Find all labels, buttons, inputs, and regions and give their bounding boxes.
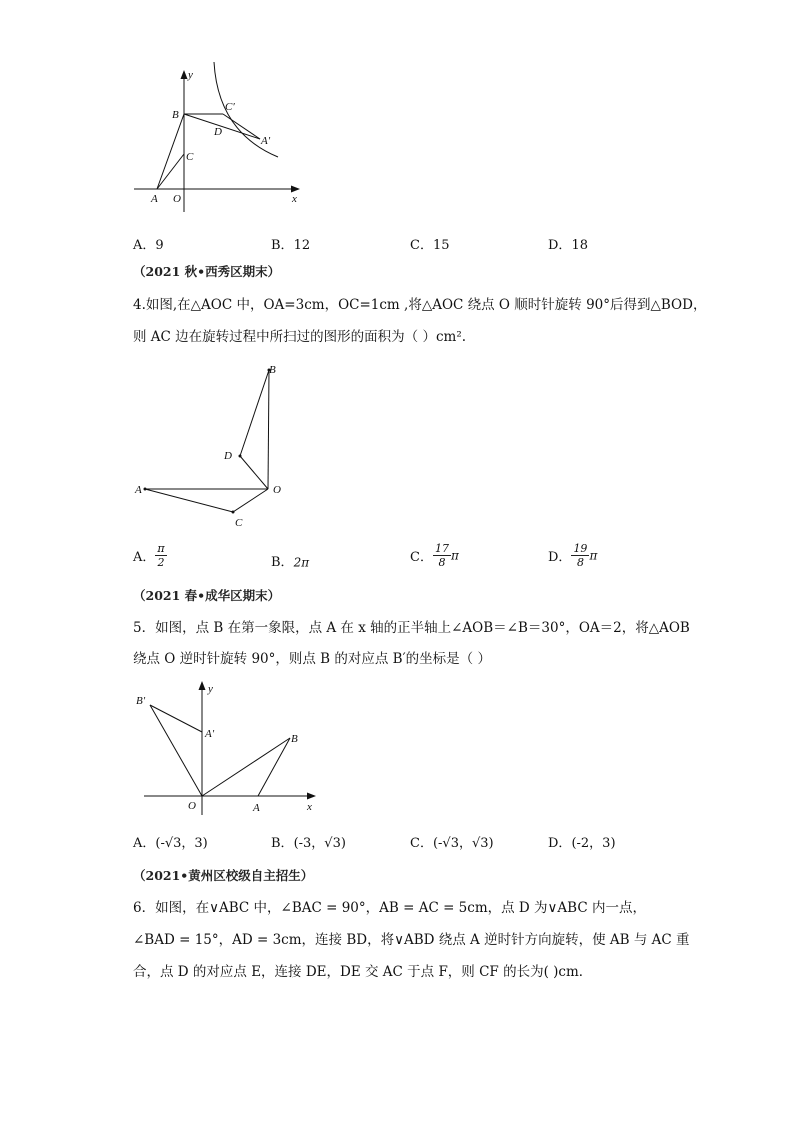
q3-label-x: x <box>292 193 297 205</box>
q3-seg-C'A' <box>223 114 260 139</box>
q5-x-arrow <box>307 793 316 800</box>
q3-option-b-value: 12 <box>293 238 311 253</box>
q4-label-C: C <box>235 517 243 529</box>
q5-option-b-value: (-3，√3) <box>293 836 346 851</box>
q3-label-A-prime: A′ <box>261 135 271 147</box>
q5-option-c-letter: C． <box>410 836 433 851</box>
q3-seg-AC <box>157 154 184 189</box>
q3-option-c <box>410 234 450 253</box>
q3-option-a <box>133 234 164 253</box>
q4-option-c-letter: C． <box>410 550 433 565</box>
q4-line1: 4.如图,在△AOC 中，OA=3cm，OC=1cm ,将△AOC 绕点 O 顺时针旋转 90°后得到△BOD， <box>133 297 707 313</box>
q5-label-A: A <box>253 802 260 814</box>
q3-seg-BA' <box>184 114 260 139</box>
q4-label-O: O <box>273 484 281 496</box>
q4-source: （2021 秋•西秀区期末） <box>133 264 281 279</box>
q4-label-B: B <box>269 364 276 376</box>
q3-option-d <box>548 234 588 253</box>
q4-option-b <box>271 551 309 570</box>
q4-label-D: D <box>224 450 232 462</box>
q5-label-A-prime: A′ <box>205 728 215 740</box>
q4-seg-BD <box>240 370 269 456</box>
q4-option-c: C． $\frac{17}{8}$ π <box>410 542 459 569</box>
q4-label-A: A <box>135 484 142 496</box>
q5-seg-OB <box>202 738 290 796</box>
q5-label-B: B <box>291 733 298 745</box>
q4-seg-DO <box>240 456 268 489</box>
q3-option-a-value: 9 <box>155 238 164 253</box>
q5-option-c-value: (-√3，√3) <box>432 836 494 851</box>
q5-line1: 5．如图，点 B 在第一象限，点 A 在 x 轴的正半轴上∠AOB＝∠B＝30°，OA＝2，将△AOB <box>133 620 690 636</box>
q3-label-y: y <box>188 69 193 81</box>
q4-seg-AC <box>145 489 233 512</box>
q5-label-B-prime: B′ <box>136 695 146 707</box>
q5-option-b-letter: B． <box>271 836 294 851</box>
q5-option-a-value: (-√3，3) <box>155 836 208 851</box>
q4-option-c-fraction: $\frac{17}{8}$ <box>434 542 449 569</box>
q4-seg-CO <box>233 489 268 512</box>
q5-line2: 绕点 O 逆时针旋转 90°，则点 B 的对应点 B′的坐标是（ ） <box>133 651 491 667</box>
q5-label-y: y <box>208 683 213 695</box>
q3-x-arrow <box>291 186 300 193</box>
q3-option-c-letter: C． <box>410 238 433 253</box>
q5-figure <box>130 675 330 820</box>
q4-option-b-value: 2π <box>293 555 310 570</box>
q4-seg-BO <box>268 370 269 489</box>
q6-line1: 6．如图，在∨ABC 中，∠BAC = 90°，AB = AC = 5cm，点 D 为∨ABC 内一点， <box>133 900 646 916</box>
q3-y-arrow <box>181 70 188 79</box>
q5-option-a-letter: A． <box>133 836 156 851</box>
q3-option-d-value: 18 <box>571 238 588 253</box>
q4-line2: 则 AC 边在旋转过程中所扫过的图形的面积为（ ）cm². <box>133 329 467 345</box>
q5-seg-AB <box>258 738 290 796</box>
q3-label-C: C <box>186 151 194 163</box>
q3-label-O: O <box>173 193 181 205</box>
q5-option-a <box>133 832 208 851</box>
q6-source: （2021•黄州区校级自主招生） <box>133 868 314 883</box>
q3-option-c-value: 15 <box>432 238 450 253</box>
q4-option-d-letter: D． <box>548 550 572 565</box>
q3-seg-AB <box>157 114 184 189</box>
q5-y-arrow <box>199 681 206 690</box>
q4-option-a-letter: A． <box>133 550 156 565</box>
q5-option-d-letter: D． <box>548 836 572 851</box>
q5-option-d <box>548 832 616 851</box>
q3-option-b-letter: B． <box>271 238 294 253</box>
q5-option-c <box>410 832 494 851</box>
q6-line3: 合，点 D 的对应点 E，连接 DE，DE 交 AC 于点 F，则 CF 的长为( )cm． <box>133 964 593 980</box>
q3-label-A: A <box>151 193 158 205</box>
q3-label-C-prime: C′ <box>225 101 235 113</box>
q3-figure <box>128 62 308 212</box>
q4-figure <box>130 360 290 530</box>
q5-label-O: O <box>188 800 196 812</box>
q3-option-b <box>271 234 310 253</box>
q6-line2: ∠BAD = 15°，AD = 3cm，连接 BD，将∨ABD 绕点 A 逆时针方向旋转，使 AB 与 AC 重 <box>133 932 690 948</box>
q5-option-d-value: (-2，3) <box>571 836 616 851</box>
q5-source: （2021 春•成华区期末） <box>133 588 281 603</box>
q4-option-d-fraction: $\frac{19}{8}$ <box>573 542 588 569</box>
q4-option-d: D． $\frac{19}{8}$ π <box>548 542 598 569</box>
q5-option-b <box>271 832 346 851</box>
q3-option-d-letter: D． <box>548 238 572 253</box>
q3-label-D: D <box>214 126 222 138</box>
q3-option-a-letter: A． <box>133 238 156 253</box>
q5-label-x: x <box>307 801 312 813</box>
q3-label-B: B <box>172 109 179 121</box>
q4-option-a-fraction: $\frac{\pi}{2}$ <box>157 542 165 569</box>
q4-option-b-letter: B． <box>271 555 294 570</box>
q4-option-a <box>133 542 167 569</box>
